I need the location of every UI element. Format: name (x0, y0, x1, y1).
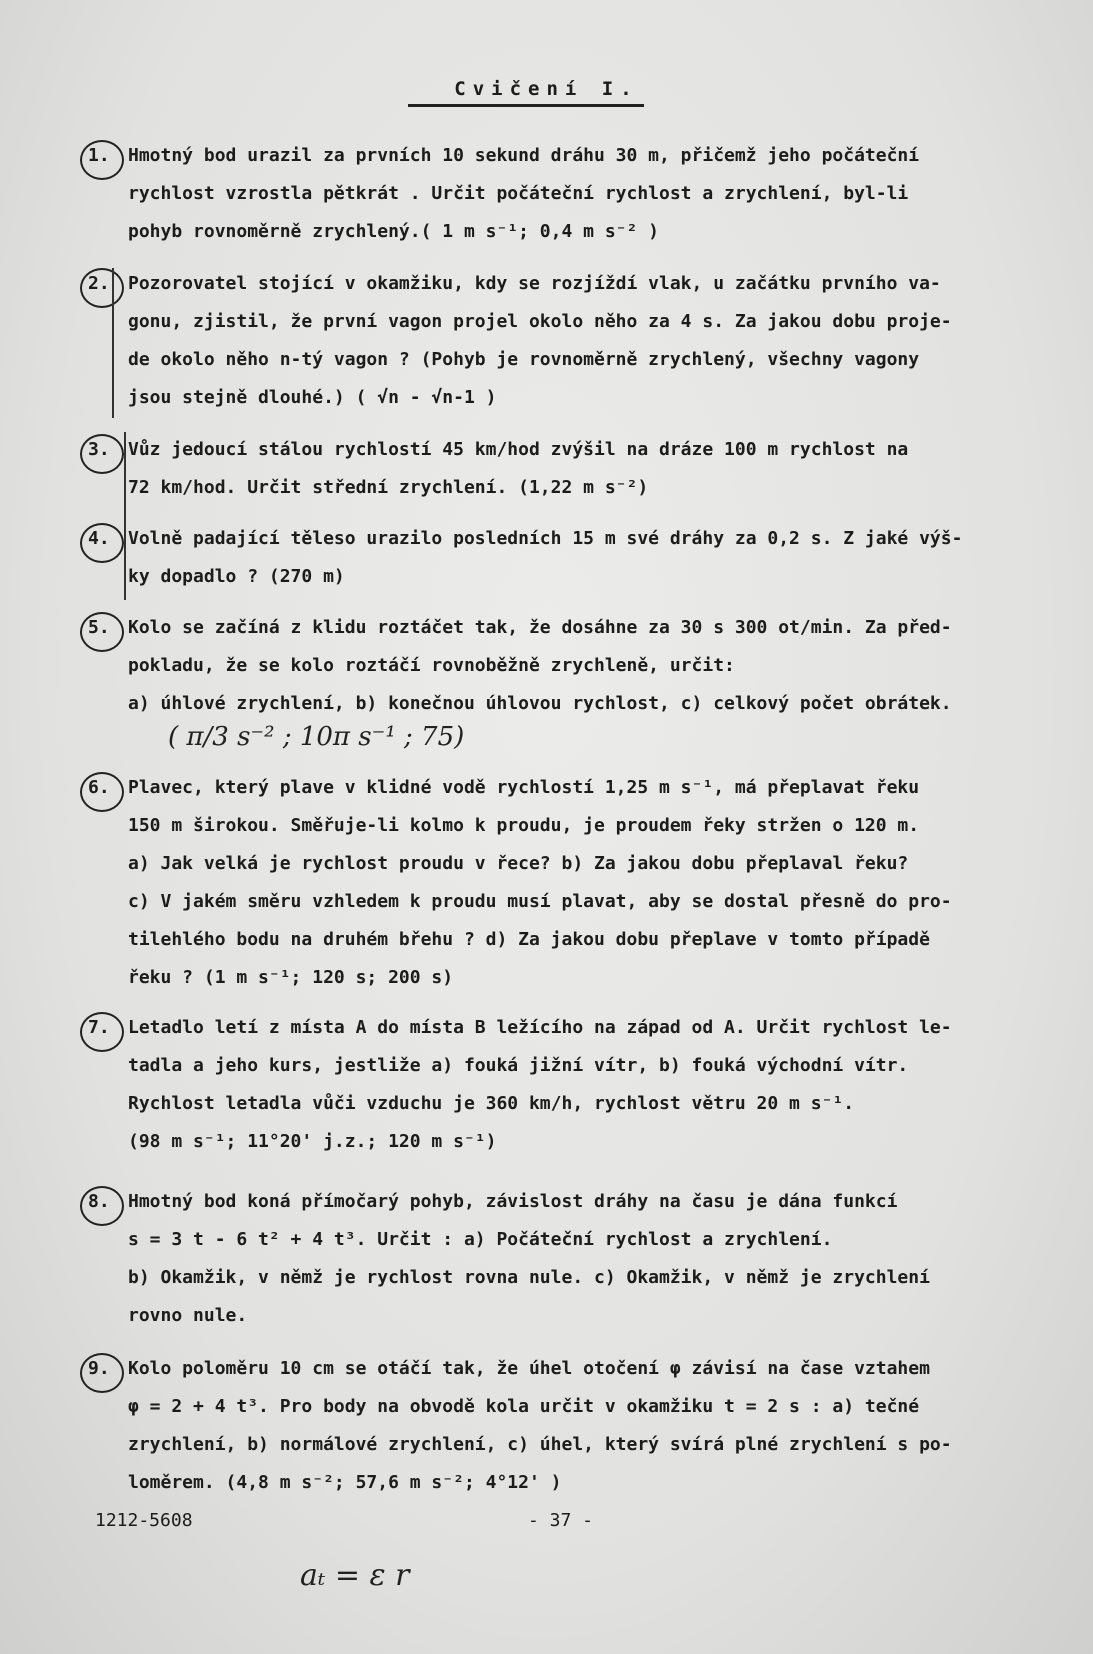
text-line: Kolo poloměru 10 cm se otáčí tak, že úhel otočení φ závisí na čase vztahem (128, 1358, 930, 1379)
text-line: Plavec, který plave v klidné vodě rychlostí 1,25 m s⁻¹, má přeplavat řeku (128, 777, 920, 798)
page-number: - 37 - (528, 1510, 594, 1531)
problem-number: 5. (88, 617, 110, 638)
problem-number: 9. (88, 1358, 110, 1379)
problem-number: 6. (88, 777, 110, 798)
problem-number: 3. (88, 439, 110, 460)
text-line: tilehlého bodu na druhém břehu ? d) Za jakou dobu přeplave v tomto případě (128, 929, 930, 950)
text-line: b) Okamžik, v němž je rychlost rovna nule. c) Okamžik, v němž je zrychlení (128, 1267, 930, 1288)
text-line: a) Jak velká je rychlost proudu v řece? b) Za jakou dobu přeplaval řeku? (128, 853, 909, 874)
text-line: rovno nule. (128, 1305, 248, 1326)
problem-8 (128, 1183, 1078, 1335)
text-line: φ = 2 + 4 t³. Pro body na obvodě kola určit v okamžiku t = 2 s : a) tečné (128, 1396, 920, 1417)
text-line: Rychlost letadla vůči vzduchu je 360 km/h, rychlost větru 20 m s⁻¹. (128, 1093, 855, 1114)
text-line: pokladu, že se kolo roztáčí rovnoběžně zrychleně, určit: (128, 655, 735, 676)
text-line: 72 km/hod. Určit střední zrychlení. (1,22 m s⁻²) (128, 477, 649, 498)
problem-5 (128, 609, 1078, 723)
text-line: Letadlo letí z místa A do místa B ležícího na západ od A. Určit rychlost le- (128, 1017, 952, 1038)
problem-3 (128, 431, 1078, 507)
text-line: 150 m širokou. Směřuje-li kolmo k proudu, je proudem řeky stržen o 120 m. (128, 815, 920, 836)
margin-bracket (112, 268, 114, 418)
margin-bracket (124, 432, 126, 600)
text-line: Volně padající těleso urazilo posledních 15 m své dráhy za 0,2 s. Z jaké výš- (128, 528, 963, 549)
text-line: ky dopadlo ? (270 m) (128, 566, 345, 587)
problem-7 (128, 1009, 1078, 1161)
text-line: řeku ? (1 m s⁻¹; 120 s; 200 s) (128, 967, 454, 988)
problem-2 (128, 265, 1078, 417)
page-title: Cvičení I. (454, 78, 639, 100)
text-line: a) úhlové zrychlení, b) konečnou úhlovou rychlost, c) celkový počet obrátek. (128, 693, 952, 714)
problem-number: 7. (88, 1017, 110, 1038)
text-line: Kolo se začíná z klidu roztáčet tak, že dosáhne za 30 s 300 ot/min. Za před- (128, 617, 952, 638)
text-line: de okolo něho n-tý vagon ? (Pohyb je rovnoměrně zrychlený, všechny vagony (128, 349, 920, 370)
text-line: zrychlení, b) normálové zrychlení, c) úhel, který svírá plné zrychlení s po- (128, 1434, 952, 1455)
problem-number: 2. (88, 273, 110, 294)
text-line: pohyb rovnoměrně zrychlený.( 1 m s⁻¹; 0,4 m s⁻² ) (128, 221, 660, 242)
problem-number: 4. (88, 528, 110, 549)
problem-6 (128, 769, 1078, 997)
text-line: (98 m s⁻¹; 11°20' j.z.; 120 m s⁻¹) (128, 1131, 497, 1152)
text-line: Pozorovatel stojící v okamžiku, kdy se rozjíždí vlak, u začátku prvního va- (128, 273, 941, 294)
problem-number: 8. (88, 1191, 110, 1212)
problem-number: 1. (88, 145, 110, 166)
problem-1 (128, 137, 1078, 251)
problem-4 (128, 520, 1078, 596)
text-line: Hmotný bod urazil za prvních 10 sekund dráhu 30 m, přičemž jeho počáteční (128, 145, 920, 166)
document-code: 1212-5608 (95, 1510, 193, 1531)
text-line: c) V jakém směru vzhledem k proudu musí plavat, aby se dostal přesně do pro- (128, 891, 952, 912)
handwritten-note: aₜ = ε r (300, 1558, 410, 1593)
text-line: rychlost vzrostla pětkrát . Určit počáteční rychlost a zrychlení, byl-li (128, 183, 909, 204)
text-line: Vůz jedoucí stálou rychlostí 45 km/hod zvýšil na dráze 100 m rychlost na (128, 439, 909, 460)
problem-9 (128, 1350, 1078, 1502)
text-line: gonu, zjistil, že první vagon projel okolo něho za 4 s. Za jakou dobu proje- (128, 311, 952, 332)
text-line: s = 3 t - 6 t² + 4 t³. Určit : a) Počáteční rychlost a zrychlení. (128, 1229, 833, 1250)
text-line: jsou stejně dlouhé.) ( √n - √n-1 ) (128, 387, 497, 408)
handwritten-answer: ( π/3 s⁻² ; 10π s⁻¹ ; 75) (168, 722, 465, 752)
text-line: loměrem. (4,8 m s⁻²; 57,6 m s⁻²; 4°12' ) (128, 1472, 562, 1493)
title-underline (408, 104, 644, 107)
text-line: Hmotný bod koná přímočarý pohyb, závislost dráhy na času je dána funkcí (128, 1191, 898, 1212)
text-line: tadla a jeho kurs, jestliže a) fouká jižní vítr, b) fouká východní vítr. (128, 1055, 909, 1076)
